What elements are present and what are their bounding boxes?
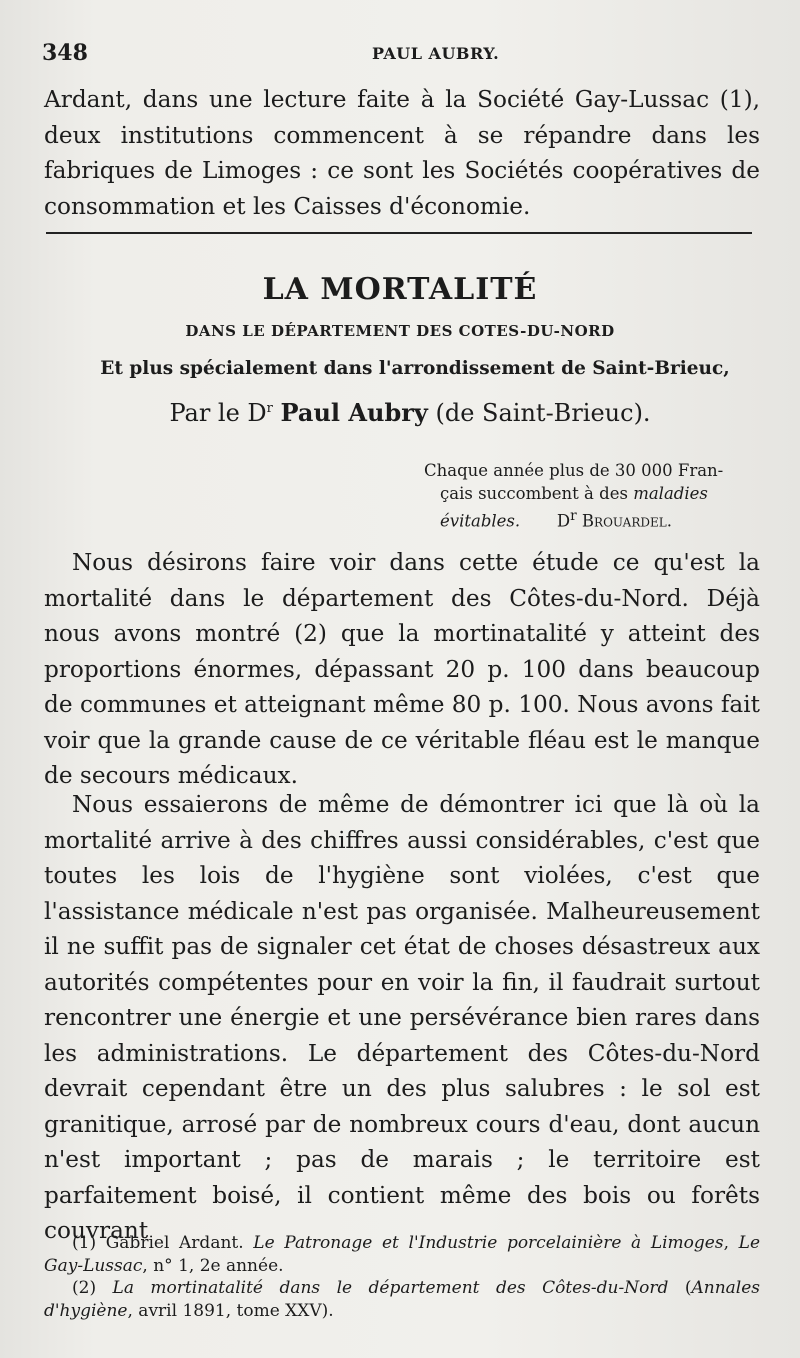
epigraph-line-2: [400, 483, 760, 506]
footnote-2-prefix: (2): [72, 1278, 113, 1298]
epigraph-line-3: [400, 505, 760, 533]
epigraph-author-prefix: D: [556, 511, 571, 531]
paragraph-1: Nous désirons faire voir dans cette étude ce qu'est la mortalité dans le département des Côtes-du-Nord. Déjà nous avons montré (2) que la mortinatalité y atteint des proportions énormes, dépassant 20 p. 100 dans beaucoup de communes et atteignant même 80 p. 100. Nous avons fait voir que la grande cause de ce véritable fléau est le manque de secours médicaux.: [44, 549, 760, 789]
running-head: PAUL AUBRY.: [372, 44, 500, 63]
article-subtitle-secondary: Et plus spécialement dans l'arrondissement de Saint-Brieuc,: [100, 358, 730, 379]
footnote-1: [44, 1232, 760, 1277]
epigraph-line-2-text: çais succombent à des: [440, 483, 634, 503]
epigraph-line-2-em: maladies: [633, 483, 708, 503]
byline-author: Paul Aubry: [280, 398, 428, 427]
article-byline: [0, 398, 800, 427]
footnote-1-prefix: (1) Gabriel Ardant.: [72, 1233, 254, 1253]
footnote-1-journal: Le Gay-Lussac: [44, 1233, 761, 1276]
epigraph-author: Brouardel.: [576, 511, 672, 531]
epigraph-author-sup: r: [570, 508, 577, 524]
footnote-2-mid: (: [668, 1278, 692, 1298]
footnote-2-title: La mortinatalité dans le département des Côtes-du-Nord: [112, 1278, 669, 1298]
intro-paragraph: Ardant, dans une lecture faite à la Société Gay-Lussac (1), deux institutions commencent à se répandre dans les fabriques de Limoges : ce sont les Sociétés coopératives de consommation et les Caisses d'économie.: [44, 86, 760, 220]
byline-suffix: (de Saint-Brieuc).: [427, 399, 651, 427]
epigraph-line-3-em: évitables.: [440, 511, 521, 531]
page-header: [42, 40, 758, 70]
footnote-1-suffix: , n° 1, 2e année.: [142, 1255, 284, 1276]
footnote-2: [44, 1277, 760, 1322]
footnote-1-sep: ,: [723, 1233, 739, 1253]
footnote-1-title: Le Patronage et l'Industrie porcelainière à Limoges: [253, 1233, 724, 1253]
byline-prefix: Par le D: [169, 399, 267, 427]
epigraph: [400, 460, 760, 533]
footnote-2-suffix: , avril 1891, tome XXV).: [127, 1300, 334, 1321]
footnotes: [44, 1232, 760, 1322]
footnote-2-journal: Annales d'hygiène: [44, 1278, 760, 1321]
section-divider: [46, 232, 752, 234]
page-number: 348: [42, 40, 88, 66]
article-subtitle: DANS LE DÉPARTEMENT DES COTES-DU-NORD: [185, 322, 615, 340]
epigraph-line-1: Chaque année plus de 30 000 Fran-: [424, 461, 724, 480]
paragraph-2: Nous essaierons de même de démontrer ici que là où la mortalité arrive à des chiffres aussi considérables, c'est que toutes les lois de l'hygiène sont violées, c'est que l'assistance médicale n'est pas organisée. Malheureusement il ne suffit pas de signaler cet état de choses désastreux aux autorités compétentes pour en voir la fin, il faudrait surtout rencontrer une énergie et une persévérance bien rares dans les administrations. Le département des Côtes-du-Nord devrait cependant être un des plus salubres : le sol est granitique, arrosé par de nombreux cours d'eau, dont aucun n'est important ; pas de marais ; le territoire est parfaitement boisé, il contient même des bois ou forêts couvrant: [44, 791, 760, 1244]
byline-sup: r: [266, 401, 273, 416]
article-title: LA MORTALITÉ: [262, 272, 538, 307]
